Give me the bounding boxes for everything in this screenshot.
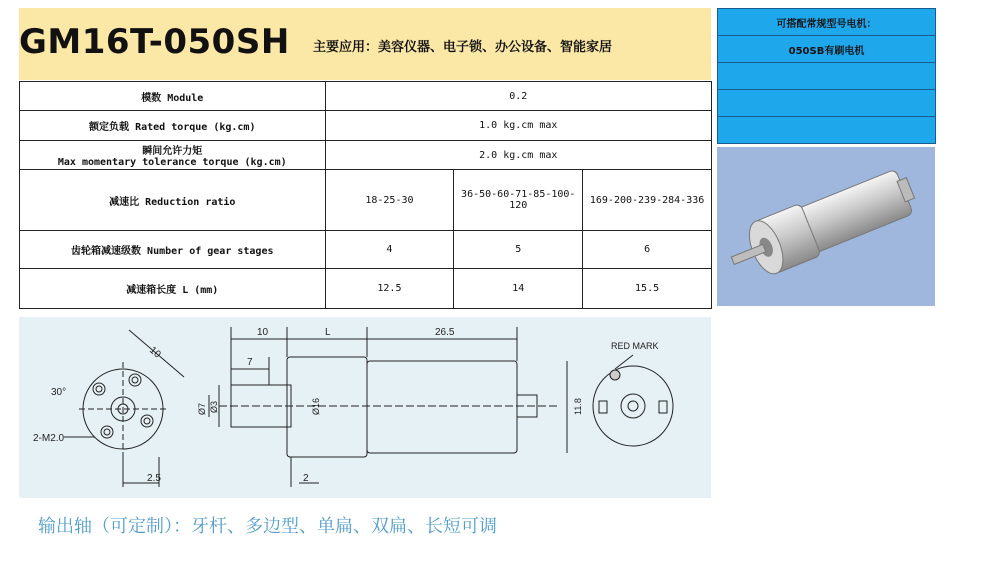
dim-flat-length: 7 bbox=[247, 357, 253, 368]
motor-body bbox=[367, 361, 517, 453]
table-row bbox=[20, 231, 712, 269]
table-row bbox=[20, 141, 712, 170]
table-row bbox=[20, 82, 712, 111]
table-row bbox=[20, 170, 712, 231]
ratio-value: 36-50-60-71-85-100-120 bbox=[454, 170, 583, 231]
gearbox-body bbox=[287, 357, 367, 457]
rated-torque-value: 1.0 kg.cm max bbox=[325, 111, 711, 141]
dim-gearbox-length: L bbox=[325, 327, 331, 338]
output-shaft-note: 输出轴（可定制）：牙杆、多边型、单扁、双扁、长短可调 bbox=[38, 516, 497, 537]
length-value: 14 bbox=[454, 269, 583, 309]
moment-torque-label bbox=[20, 141, 326, 170]
rated-torque-label: 额定负载 Rated torque (kg.cm) bbox=[20, 111, 326, 141]
compatible-empty-row bbox=[718, 117, 936, 144]
compatible-empty-row bbox=[718, 63, 936, 90]
dim-terminal-width: 11.8 bbox=[573, 398, 583, 415]
dim-2-5: 2.5 bbox=[147, 473, 161, 484]
module-value: 0.2 bbox=[325, 82, 711, 111]
moment-label-cn: 瞬间允许力矩 bbox=[142, 146, 203, 157]
length-value: 12.5 bbox=[325, 269, 454, 309]
dim-radius: 10 bbox=[147, 344, 163, 361]
ratio-value: 169-200-239-284-336 bbox=[583, 170, 712, 231]
product-header bbox=[19, 8, 711, 80]
rear-view-outline bbox=[593, 366, 673, 446]
model-title: GM16T-050SH bbox=[19, 22, 290, 62]
spec-table bbox=[19, 81, 712, 309]
compatible-motor-panel bbox=[717, 8, 936, 144]
stages-value: 5 bbox=[454, 231, 583, 269]
ratio-label: 减速比 Reduction ratio bbox=[20, 170, 326, 231]
dim-2: 2 bbox=[303, 473, 309, 484]
dim-holes: 2-M2.0 bbox=[33, 433, 65, 444]
dim-shaft-length: 10 bbox=[257, 327, 269, 338]
compatible-empty-row bbox=[718, 90, 936, 117]
compatible-title: 可搭配常规型号电机： bbox=[718, 9, 936, 36]
dim-phi7: Ø7 bbox=[197, 402, 207, 415]
applications-text: 主要应用：美容仪器、电子锁、办公设备、智能家居 bbox=[313, 40, 613, 55]
dim-motor-length: 26.5 bbox=[435, 327, 455, 338]
red-mark-label: RED MARK bbox=[611, 341, 659, 351]
moment-label-en: Max momentary tolerance torque (kg.cm) bbox=[57, 157, 287, 168]
module-label: 模数 Module bbox=[20, 82, 326, 111]
dimension-drawing bbox=[19, 317, 711, 498]
dim-phi16: Ø16 bbox=[311, 397, 321, 415]
ratio-value: 18-25-30 bbox=[325, 170, 454, 231]
stages-value: 4 bbox=[325, 231, 454, 269]
product-photo bbox=[717, 147, 935, 306]
table-row bbox=[20, 269, 712, 309]
moment-torque-value: 2.0 kg.cm max bbox=[325, 141, 711, 170]
length-value: 15.5 bbox=[583, 269, 712, 309]
table-row bbox=[20, 111, 712, 141]
gear-motor-illustration bbox=[717, 147, 935, 306]
dim-angle: 30° bbox=[51, 387, 67, 398]
compatible-motor: 050SB有刷电机 bbox=[718, 36, 936, 63]
stages-value: 6 bbox=[583, 231, 712, 269]
dim-phi3: Ø3 bbox=[209, 400, 219, 413]
stages-label: 齿轮箱减速级数 Number of gear stages bbox=[20, 231, 326, 269]
technical-drawing bbox=[19, 317, 711, 498]
length-label: 减速箱长度 L (mm) bbox=[20, 269, 326, 309]
